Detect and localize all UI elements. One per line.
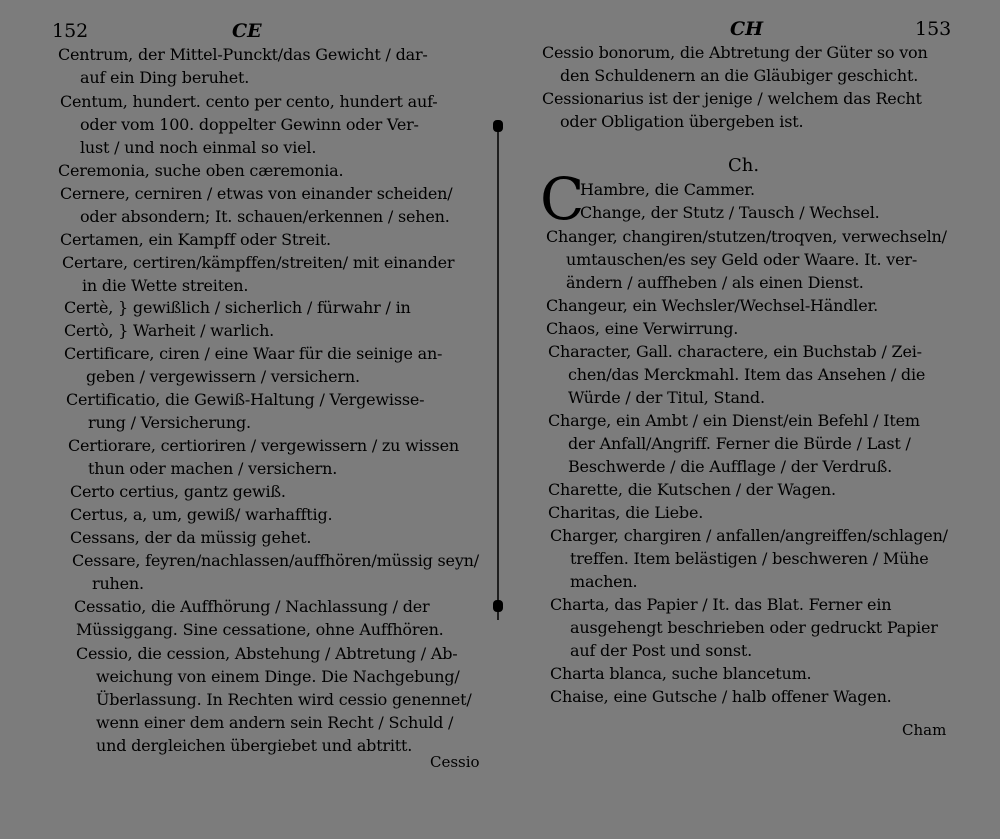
text-line: Überlassung. In Rechten wird cessio genennet/ (96, 690, 472, 709)
text-line: Certificare, ciren / eine Waar für die seinige an- (64, 344, 443, 363)
text-line: Centrum, der Mittel-Punckt/das Gewicht / dar- (58, 45, 428, 64)
text-line: Changer, changiren/stutzen/troqven, verwechseln/ (546, 227, 947, 246)
text-line: Charta blanca, suche blancetum. (550, 664, 812, 683)
text-line: Beschwerde / die Aufflage / der Verdruß. (568, 457, 892, 476)
section-heading: Ch. (728, 155, 760, 176)
text-line: Change, der Stutz / Tausch / Wechsel. (580, 203, 880, 222)
text-line: umtauschen/es sey Geld oder Waare. It. ver- (566, 250, 918, 269)
text-line: Charge, ein Ambt / ein Dienst/ein Befehl / Item (548, 411, 920, 430)
gutter-mark (493, 120, 503, 132)
text-line: Changeur, ein Wechsler/Wechsel-Händler. (546, 296, 879, 315)
text-line: wenn einer dem andern sein Recht / Schuld / (96, 713, 454, 732)
text-line: weichung von einem Dinge. Die Nachgebung/ (96, 667, 460, 686)
text-line: Certè, } gewißlich / sicherlich / fürwahr / in (64, 298, 411, 317)
text-line: Charger, chargiren / anfallen/angreiffen/schlagen/ (550, 526, 948, 545)
catchword: Cham (902, 721, 947, 739)
text-line: auf der Post und sonst. (570, 641, 752, 660)
text-line: ändern / auffheben / als einen Dienst. (566, 273, 864, 292)
text-line: machen. (570, 572, 638, 591)
text-line: oder vom 100. doppelter Gewinn oder Ver- (80, 115, 419, 134)
text-line: Cernere, cerniren / etwas von einander scheiden/ (60, 184, 453, 203)
text-line: thun oder machen / versichern. (88, 459, 338, 478)
right-page (510, 0, 1000, 839)
book-gutter (495, 120, 501, 620)
text-line: Centum, hundert. cento per cento, hundert auf- (60, 92, 438, 111)
text-line: in die Wette streiten. (82, 276, 249, 295)
gutter-line (497, 120, 499, 620)
text-line: oder Obligation übergeben ist. (560, 112, 804, 131)
text-line: und dergleichen übergiebet und abtritt. (96, 736, 413, 755)
text-line: Cessatio, die Auffhörung / Nachlassung / der (74, 597, 430, 616)
text-line: Cessionarius ist der jenige / welchem das Recht (542, 89, 922, 108)
text-line: auf ein Ding beruhet. (80, 68, 250, 87)
text-line: Certamen, ein Kampff oder Streit. (60, 230, 331, 249)
text-line: Certò, } Warheit / warlich. (64, 321, 275, 340)
text-line: Cessare, feyren/nachlassen/auffhören/müssig seyn/ (72, 551, 479, 570)
text-line: lust / und noch einmal so viel. (80, 138, 317, 157)
text-line: der Anfall/Angriff. Ferner die Bürde / Last / (568, 434, 911, 453)
text-line: Cessans, der da müssig gehet. (70, 528, 312, 547)
text-line: Ceremonia, suche oben cæremonia. (58, 161, 344, 180)
text-line: ruhen. (92, 574, 144, 593)
catchword: Cessio (430, 753, 480, 771)
text-line: geben / vergewissern / versichern. (86, 367, 360, 386)
text-line: Certificatio, die Gewiß-Haltung / Vergewisse- (66, 390, 425, 409)
text-line: ausgehengt beschrieben oder gedruckt Papier (570, 618, 938, 637)
page-number: 152 (52, 20, 89, 42)
text-line: rung / Versicherung. (88, 413, 251, 432)
text-line: Character, Gall. charactere, ein Buchstab / Zei- (548, 342, 922, 361)
text-line: Müssiggang. Sine cessatione, ohne Auffhören. (76, 620, 444, 639)
text-line: treffen. Item belästigen / beschweren / Mühe (570, 549, 929, 568)
text-line: Charta, das Papier / It. das Blat. Ferner ein (550, 595, 892, 614)
text-line: chen/das Merckmahl. Item das Ansehen / die (568, 365, 926, 384)
text-line: Charette, die Kutschen / der Wagen. (548, 480, 836, 499)
text-line: den Schuldenern an die Gläubiger geschicht. (560, 66, 919, 85)
left-page (0, 0, 490, 839)
running-head: CH (730, 18, 764, 40)
text-line: Certiorare, certioriren / vergewissern / zu wissen (68, 436, 459, 455)
gutter-mark (493, 600, 503, 612)
text-line: Certus, a, um, gewiß/ warhafftig. (70, 505, 333, 524)
text-line: Hambre, die Cammer. (580, 180, 755, 199)
page-number: 153 (915, 18, 952, 40)
text-line: Cessio bonorum, die Abtretung der Güter so von (542, 43, 928, 62)
text-line: Chaos, eine Verwirrung. (546, 319, 739, 338)
text-line: Certo certius, gantz gewiß. (70, 482, 286, 501)
text-line: Würde / der Titul, Stand. (568, 388, 765, 407)
running-head: CE (232, 20, 262, 42)
drop-cap: C (540, 165, 585, 233)
text-line: Certare, certiren/kämpffen/streiten/ mit einander (62, 253, 455, 272)
text-line: Cessio, die cession, Abstehung / Abtretung / Ab- (76, 644, 458, 663)
text-line: oder absondern; It. schauen/erkennen / sehen. (80, 207, 450, 226)
text-line: Chaise, eine Gutsche / halb offener Wagen. (550, 687, 892, 706)
text-line: Charitas, die Liebe. (548, 503, 704, 522)
